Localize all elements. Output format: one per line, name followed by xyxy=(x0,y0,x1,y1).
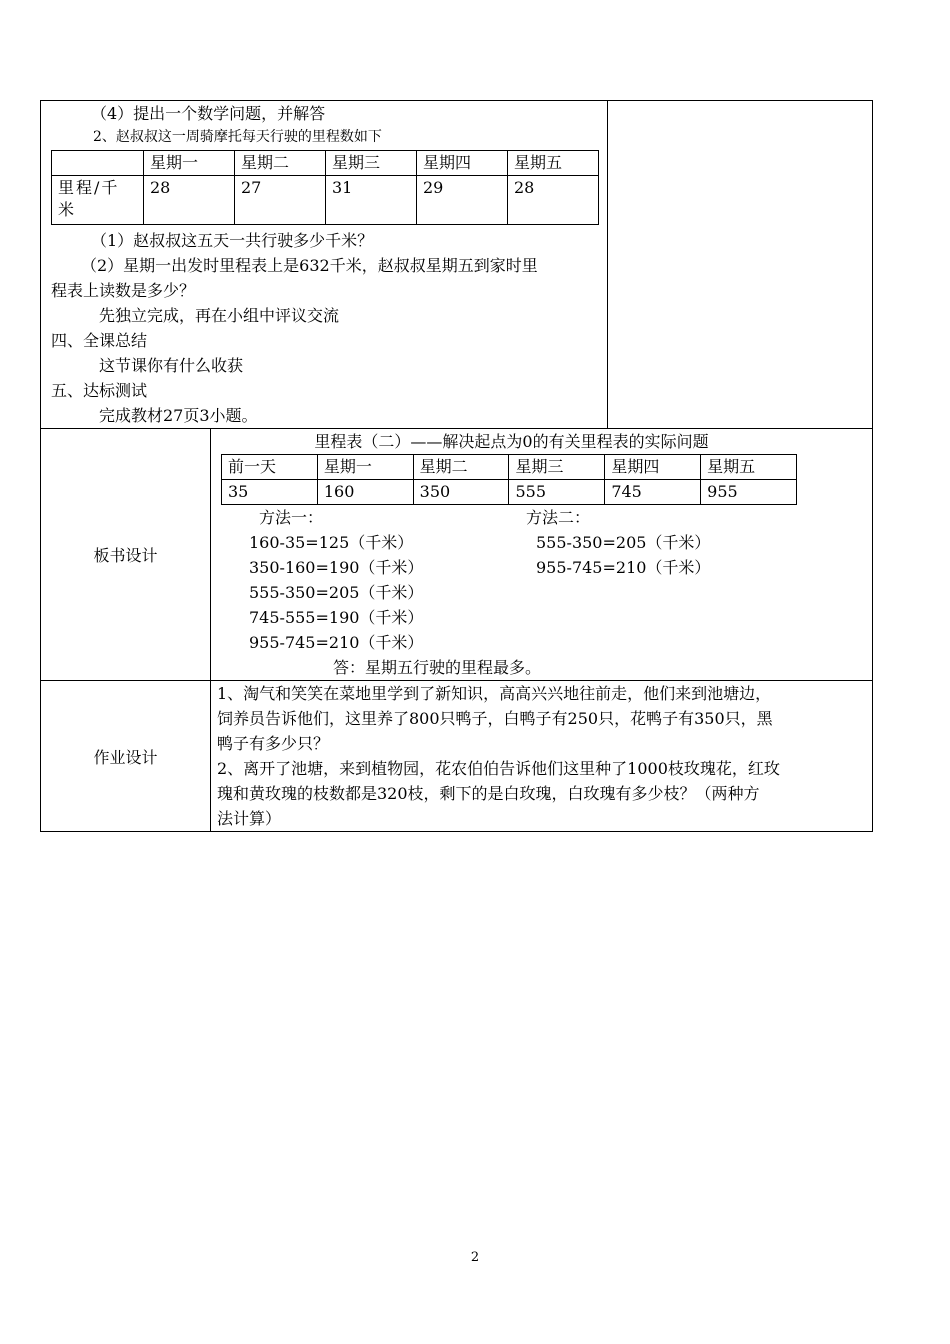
summary-prompt: 这节课你有什么收获 xyxy=(99,356,244,375)
mileage-table xyxy=(51,150,599,225)
board-title: 里程表（二）——解决起点为0的有关里程表的实际问题 xyxy=(314,432,709,451)
odometer-value-cell: 350 xyxy=(413,480,509,505)
mileage-header-cell xyxy=(52,151,144,176)
homework-line: 瑰和黄玫瑰的枝数都是320枝，剩下的是白玫瑰，白玫瑰有多少枝？（两种方 xyxy=(217,784,760,803)
homework-line: 1、淘气和笑笑在菜地里学到了新知识，高高兴兴地往前走，他们来到池塘边， xyxy=(217,684,772,703)
mileage-value-cell: 28 xyxy=(144,176,235,225)
method-1-step: 555-350=205（千米） xyxy=(249,583,424,602)
heading-summary: 四、全课总结 xyxy=(51,331,148,350)
board-row xyxy=(41,429,873,681)
mileage-header-cell: 星期一 xyxy=(144,151,235,176)
method-1-title: 方法一： xyxy=(259,508,324,527)
odometer-header-cell: 星期一 xyxy=(317,455,413,480)
heading-test: 五、达标测试 xyxy=(51,381,148,400)
method-1-step: 160-35=125（千米） xyxy=(249,533,414,552)
task-4: （4）提出一个数学问题，并解答 xyxy=(91,104,326,123)
homework-line: 饲养员告诉他们，这里养了800只鸭子，白鸭子有250只，花鸭子有350只，黑 xyxy=(217,709,773,728)
homework-line: 2、离开了池塘，来到植物园，花农伯伯告诉他们这里种了1000枝玫瑰花，红玫 xyxy=(217,759,780,778)
odometer-header-cell: 星期二 xyxy=(413,455,509,480)
mileage-header-cell: 星期二 xyxy=(235,151,326,176)
mileage-value-cell: 31 xyxy=(326,176,417,225)
process-cell xyxy=(41,101,608,429)
odometer-value-cell: 555 xyxy=(509,480,605,505)
homework-row xyxy=(41,681,873,832)
board-answer: 答：星期五行驶的里程最多。 xyxy=(333,658,542,677)
homework-line: 法计算） xyxy=(217,809,282,828)
task-2-intro: 2、赵叔叔这一周骑摩托每天行驶的里程数如下 xyxy=(93,129,382,145)
mileage-value-row xyxy=(52,176,599,225)
notes-cell xyxy=(608,101,873,429)
homework-cell xyxy=(211,681,873,832)
mileage-header-row xyxy=(52,151,599,176)
question-2-line-2: 程表上读数是多少？ xyxy=(51,281,196,300)
mileage-value-cell: 29 xyxy=(417,176,508,225)
method-2 xyxy=(526,505,710,580)
method-2-step: 555-350=205（千米） xyxy=(536,533,711,552)
independent-work-note: 先独立完成，再在小组中评议交流 xyxy=(99,306,340,325)
lesson-plan-table xyxy=(40,100,873,832)
mileage-value-cell: 27 xyxy=(235,176,326,225)
homework-line: 鸭子有多少只？ xyxy=(217,734,330,753)
mileage-value-cell: 28 xyxy=(508,176,599,225)
mileage-row-label: 里程/千米 xyxy=(52,176,144,225)
method-2-step: 955-745=210（千米） xyxy=(536,558,711,577)
odometer-header-cell: 前一天 xyxy=(222,455,318,480)
mileage-header-cell: 星期四 xyxy=(417,151,508,176)
odometer-header-row xyxy=(222,455,797,480)
test-instruction: 完成教材27页3小题。 xyxy=(99,406,258,425)
question-2-line-1: （2）星期一出发时里程表上是632千米，赵叔叔星期五到家时里 xyxy=(81,256,538,275)
board-label: 板书设计 xyxy=(41,429,211,681)
method-1-step: 350-160=190（千米） xyxy=(249,558,424,577)
process-row xyxy=(41,101,873,429)
odometer-header-cell: 星期四 xyxy=(605,455,701,480)
method-1-step: 955-745=210（千米） xyxy=(249,633,424,652)
method-1-step: 745-555=190（千米） xyxy=(249,608,424,627)
odometer-value-cell: 35 xyxy=(222,480,318,505)
mileage-header-cell: 星期三 xyxy=(326,151,417,176)
question-1: （1）赵叔叔这五天一共行驶多少千米？ xyxy=(91,231,374,250)
odometer-table xyxy=(221,454,797,505)
page-number: 2 xyxy=(470,1250,480,1265)
odometer-value-row xyxy=(222,480,797,505)
mileage-header-cell: 星期五 xyxy=(508,151,599,176)
methods-block xyxy=(221,505,862,655)
odometer-value-cell: 160 xyxy=(317,480,413,505)
odometer-header-cell: 星期三 xyxy=(509,455,605,480)
odometer-value-cell: 955 xyxy=(701,480,797,505)
odometer-header-cell: 星期五 xyxy=(701,455,797,480)
odometer-value-cell: 745 xyxy=(605,480,701,505)
homework-label: 作业设计 xyxy=(41,681,211,832)
method-2-title: 方法二： xyxy=(526,508,591,527)
method-1 xyxy=(249,505,423,655)
board-cell xyxy=(211,429,873,681)
